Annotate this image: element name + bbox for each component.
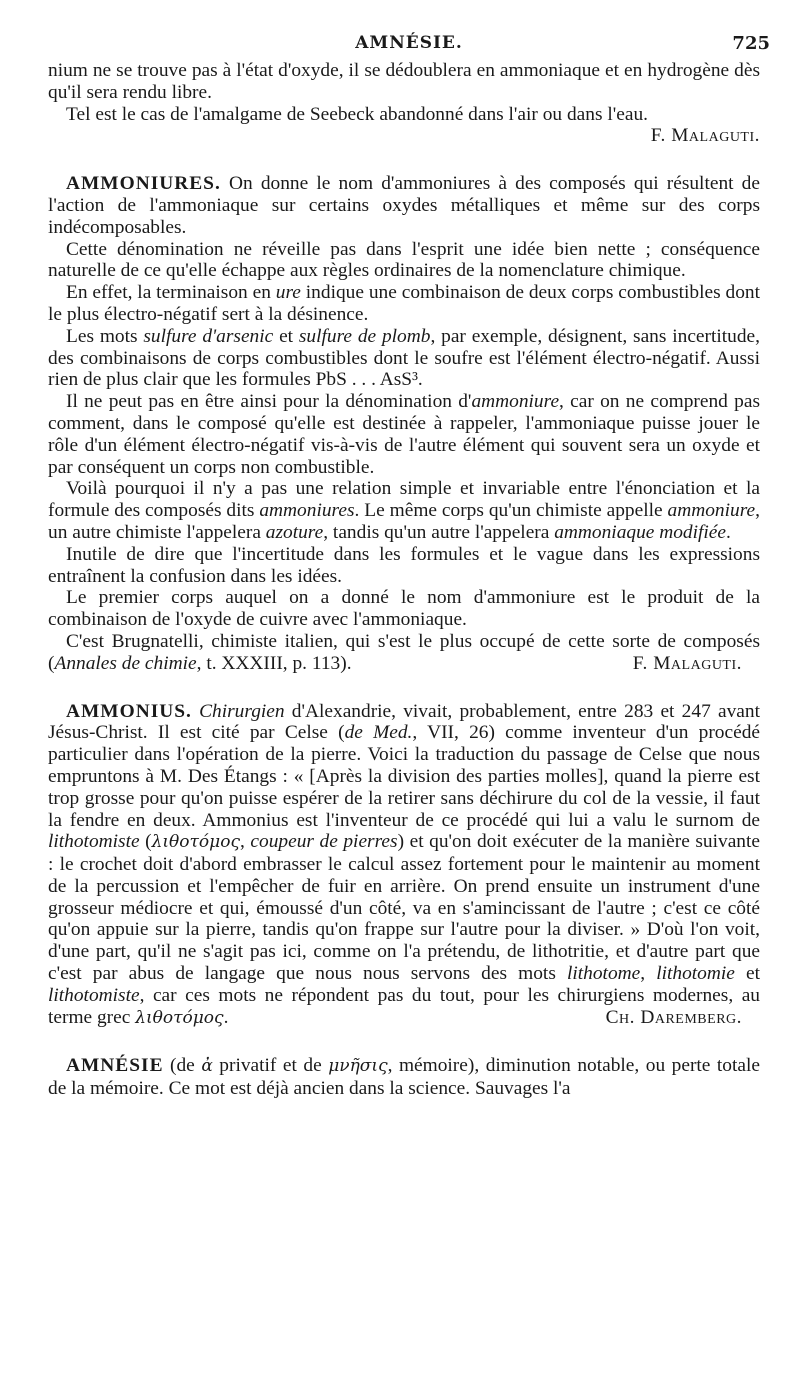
text-run: Les mots: [66, 325, 144, 347]
text-run: On donne le nom d'ammoniures à des composés qui résultent de l'action de l'ammoniaque sur certains oxydes métalliques et même sur des corps indécomposables.: [48, 173, 760, 238]
italic-term: ammoniure: [667, 500, 756, 522]
italic-term: sulfure de plomb: [298, 325, 431, 347]
text-run: privatif et de: [212, 1055, 329, 1077]
text-run: Voilà pourquoi il n'y a pas une relation simple et invariable entre l'énonciation et la formule des composés dits: [48, 478, 760, 522]
greek-term: μνῆσις: [328, 1056, 388, 1077]
paragraph: [48, 326, 760, 391]
text-run: (: [139, 831, 152, 853]
paragraph: [48, 478, 760, 543]
text-run: indique une combinaison de deux corps combustibles dont le plus électro-négatif sert à la désinence.: [48, 282, 760, 325]
italic-term: lithotomiste: [48, 831, 140, 853]
text-run: , un autre chimiste l'appelera: [48, 500, 760, 543]
author-signature: F. Malaguti.: [650, 125, 760, 147]
text-run: , VII, 26) comme inventeur d'un procédé particulier dans l'opération de la pierre. Voici la traduction du passage de Celse que nous empruntons à M. Des Étangs : « [Après la division des parties molles], quand la pierre est trop grosse pour qu'on puisse espérer de la retirer sans déchirure du col de la vessie, il faut la fendre en deux. Ammonius est l'inventeur de ce procédé qui lui a valu le surnom de: [48, 722, 760, 831]
italic-term: lithotome: [567, 963, 641, 985]
text-run: . Le même corps qu'un chimiste appelle: [354, 500, 668, 522]
italic-term: coupeur de pierres: [250, 831, 398, 853]
text-run: , t. XXXIII, p. 113).: [196, 652, 352, 674]
greek-term: λιθοτόμος: [151, 832, 240, 853]
paragraph: Le premier corps auquel on a donné le nom d'ammoniure est le produit de la combinaison de l'oxyde de cuivre avec l'ammoniaque.: [48, 587, 760, 631]
italic-term: Chirurgien: [199, 700, 285, 722]
entry-headword: AMMONIURES.: [66, 173, 221, 195]
entry-amnesie: [48, 1055, 760, 1100]
italic-term: de Med.: [344, 722, 413, 744]
text-run: ,: [640, 963, 657, 985]
text-run: Il ne peut pas en être ainsi pour la dénomination d': [66, 391, 472, 413]
italic-term: ure: [275, 282, 301, 304]
italic-term: azoture: [265, 521, 324, 543]
text-run: ,: [239, 831, 251, 853]
text-run: .: [223, 1006, 229, 1028]
italic-term: ammoniure: [471, 391, 560, 413]
paragraph: [48, 631, 760, 675]
text-run: , mémoire), diminution notable, ou perte totale de la mémoire. Ce mot est déjà ancien dans la science. Sauvages l'a: [48, 1055, 760, 1100]
entry-ammoniures: [48, 173, 760, 674]
text-run: C'est Brugnatelli, chimiste italien, qui s'est le plus occupé de cette sorte de composés (: [48, 630, 760, 674]
italic-term: ammoniures: [259, 500, 355, 522]
paragraph: [48, 1055, 760, 1100]
text-run: ) et qu'on doit exécuter de la manière suivante : le crochet doit d'abord embrasser le calcul assez fortement pour le maintenir au moment de la percussion et l'empêcher de fuir en arrière. On prend ensuite un instrument d'une grosseur médiocre et qui, émoussé d'un côté, va en s'amincissant de l'autre ; c'est ce côté qu'on appuie sur la pierre, tandis qu'on frappe sur l'autre pour la diviser. » D'où l'on voit, d'une part, qu'il ne s'agit pas ici, comme on l'a prétendu, de lithotritie, et d'autre part que c'est par abus de langage que nous nous servons des mots: [48, 831, 760, 985]
entry-headword: AMMONIUS.: [66, 700, 192, 722]
text-run: En effet, la terminaison en: [66, 282, 276, 304]
italic-term: Annales de chimie: [54, 652, 197, 674]
text-run: (de: [163, 1055, 202, 1077]
greek-term: λιθοτόμος: [135, 1007, 224, 1028]
page-number: 725: [732, 33, 770, 54]
italic-term: lithotomie: [656, 963, 735, 985]
greek-term: ἀ: [201, 1056, 213, 1077]
italic-term: ammoniaque modifiée: [554, 521, 727, 543]
text-run: , car ces mots ne répondent pas du tout, pour les chirurgiens modernes, au terme grec: [48, 984, 760, 1028]
entry-ammonius: [48, 701, 760, 1030]
paragraph: Cette dénomination ne réveille pas dans l'esprit une idée bien nette ; conséquence naturelle de ce qu'elle échappe aux règles ordinaires de la nomenclature chimique.: [48, 238, 760, 282]
italic-term: sulfure d'arsenic: [143, 325, 274, 347]
text-run: , par exemple, désignent, sans incertitude, des combinaisons de corps combustibles dont le soufre est l'élément électro-négatif. Aussi rien de plus clair que les formules PbS . . . AsS³.: [48, 325, 760, 391]
text-run: .: [726, 521, 731, 543]
paragraph: [48, 173, 760, 238]
running-head: AMNÉSIE.: [355, 33, 463, 53]
author-signature: Ch. Daremberg.: [605, 1006, 742, 1028]
text-run: et: [273, 325, 299, 347]
text-run: d'Alexandrie, vivait, probablement, entre 283 et 247 avant Jésus-Christ. Il est cité par Celse (: [48, 700, 760, 744]
paragraph: nium ne se trouve pas à l'état d'oxyde, il se dédoublera en ammoniaque et en hydrogène dès qu'il sera rendu libre.: [48, 60, 760, 103]
author-signature: F. Malaguti.: [632, 652, 742, 674]
paragraph: Tel est le cas de l'amalgame de Seebeck abandonné dans l'air ou dans l'eau.: [66, 103, 648, 125]
paragraph: [48, 391, 760, 478]
paragraph: Inutile de dire que l'incertitude dans les formules et le vague dans les expressions entraînent la confusion dans les idées.: [48, 543, 760, 587]
paragraph: [48, 282, 760, 326]
entry-headword: AMNÉSIE: [66, 1055, 164, 1077]
text-run: et: [734, 963, 760, 985]
paragraph: [48, 701, 760, 1030]
dictionary-text: [48, 60, 760, 1100]
italic-term: lithotomiste: [48, 984, 140, 1006]
text-run: , car on ne comprend pas comment, dans le composé qu'elle est destinée à rappeler, l'ammoniaque puisse jouer le rôle d'un élément électro-négatif vis-à-vis de l'autre élément qui souvent sera un oxyde et par conséquent un corps non combustible.: [48, 391, 760, 478]
page-header: [48, 33, 770, 55]
text-run: , tandis qu'un autre l'appelera: [323, 521, 555, 543]
